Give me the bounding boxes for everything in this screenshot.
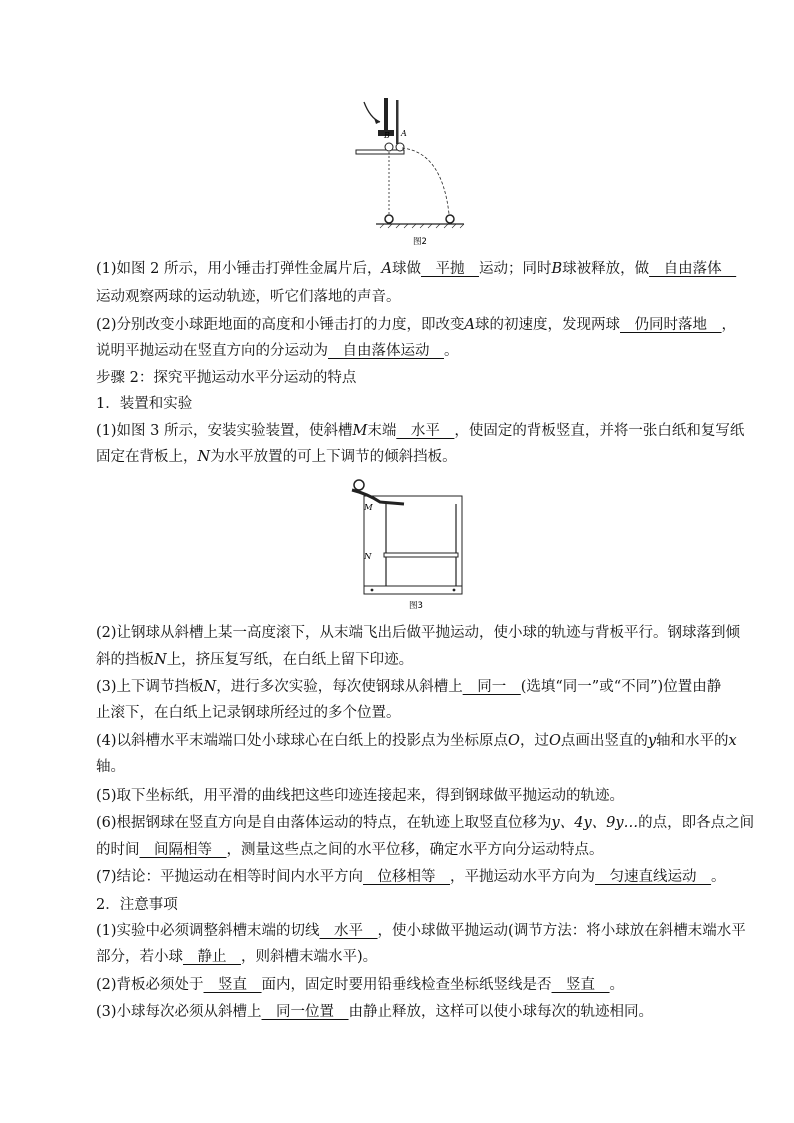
label-b: B [384,131,390,140]
answer-blank: __水平__ [396,423,455,439]
paragraph-p2-line1: (2)分别改变小球距地面的高度和小锤击打的力度，即改变A球的初速度，发现两球__仍同时落地__， [96,317,737,333]
section-1-heading: 1．装置和实验 [96,396,193,412]
ball-b [385,143,393,151]
paragraph-p6-line1: (4)以斜槽水平末端端口处小球球心在白纸上的投影点为坐标原点O，过O点画出竖直的y轴和水平的x [96,733,737,749]
paragraph-p1-line1: (1)如图 2 所示，用小锤击打弹性金属片后，A球做__平抛__运动；同时B球被释放，做__自由落体__ [96,261,737,277]
platform [356,150,404,154]
baffle-n [384,553,458,557]
answer-blank: __平抛__ [420,261,479,277]
paragraph-p10-line1: (1)实验中必须调整斜槽末端的切线__水平__，使小球做平抛运动(调节方法：将小球放在斜槽末端水平 [96,923,746,939]
figure-2 [340,96,480,248]
paragraph-p8-line2: 的时间__间隔相等__，测量这些点之间的水平位移，确定水平方向分运动特点。 [96,842,604,858]
answer-blank: __间隔相等__ [139,842,227,858]
answer-blank: __同一位置__ [261,1004,349,1020]
answer-blank: __自由落体运动__ [328,343,444,359]
paragraph-p7: (5)取下坐标纸，用平滑的曲线把这些印迹连接起来，得到钢球做平抛运动的轨迹。 [96,788,625,804]
figure-3-caption: 图3 [409,601,423,611]
paragraph-p2-line2: 说明平抛运动在竖直方向的分运动为__自由落体运动__。 [96,343,459,359]
step-2-heading: 步骤 2：探究平抛运动水平分运动的特点 [96,370,357,386]
ball-a-landed [446,215,454,223]
figure-2-caption: 图2 [413,237,427,247]
answer-blank: __竖直__ [551,977,610,993]
label-n: N [364,552,372,562]
answer-blank: __位移相等__ [363,869,451,885]
paragraph-p4-line1: (2)让钢球从斜槽上某一高度滚下，从末端飞出后做平抛运动，使小球的轨迹与背板平行。钢球落到倾 [96,625,741,641]
paragraph-p6-line2: 轴。 [96,759,125,775]
parabolic-path [402,148,449,214]
answer-blank: __自由落体__ [649,261,737,277]
paragraph-p4-line2: 斜的挡板N上，挤压复写纸，在白纸上留下印迹。 [96,652,414,668]
backboard [364,496,462,594]
paragraph-p5-line1: (3)上下调节挡板N，进行多次实验，每次使钢球从斜槽上__同一__(选填“同一”或“不同”)位置由静 [96,679,722,695]
answer-blank: __水平__ [319,923,378,939]
answer-blank: __静止__ [183,949,241,965]
paragraph-p12: (3)小球每次必须从斜槽上__同一位置__由静止释放，这样可以使小球每次的轨迹相同。 [96,1004,654,1020]
paragraph-p1-line2: 运动观察两球的运动轨迹，听它们落地的声音。 [96,289,401,305]
steel-ball [354,480,364,490]
paragraph-p5-line2: 止滚下，在白纸上记录钢球所经过的多个位置。 [96,705,401,721]
ball-b-landed [385,215,393,223]
spring-plate [396,100,399,144]
section-2-heading: 2．注意事项 [96,897,178,913]
answer-blank: __匀速直线运动__ [595,869,712,885]
paragraph-p8-line1: (6)根据钢球在竖直方向是自由落体运动的特点，在轨迹上取竖直位移为y、4y、9y…的点，即各点之间 [96,815,755,831]
paragraph-p3-line1: (1)如图 3 所示，安装实验装置，使斜槽M末端__水平__，使固定的背板竖直，并将一张白纸和复写纸 [96,423,745,439]
chute-m [352,490,404,504]
answer-blank: __竖直__ [203,977,262,993]
label-m: M [364,503,373,513]
paragraph-p11: (2)背板必须处于__竖直__面内，固定时要用铅垂线检查坐标纸竖线是否__竖直__。 [96,977,625,993]
paragraph-p9: (7)结论：平抛运动在相等时间内水平方向__位移相等__，平抛运动水平方向为__匀速直线运动__。 [96,869,726,885]
ball-a [396,143,404,151]
label-a: A [401,129,407,138]
base [364,586,462,594]
figure-3 [344,476,474,612]
answer-blank: __同一__ [462,679,521,695]
paragraph-p3-line2: 固定在背板上，N为水平放置的可上下调节的倾斜挡板。 [96,449,457,465]
arrow-icon [364,102,380,122]
paragraph-p10-line2: 部分，若小球__静止__，则斜槽末端水平)。 [96,949,378,965]
answer-blank: __仍同时落地__ [620,317,722,333]
